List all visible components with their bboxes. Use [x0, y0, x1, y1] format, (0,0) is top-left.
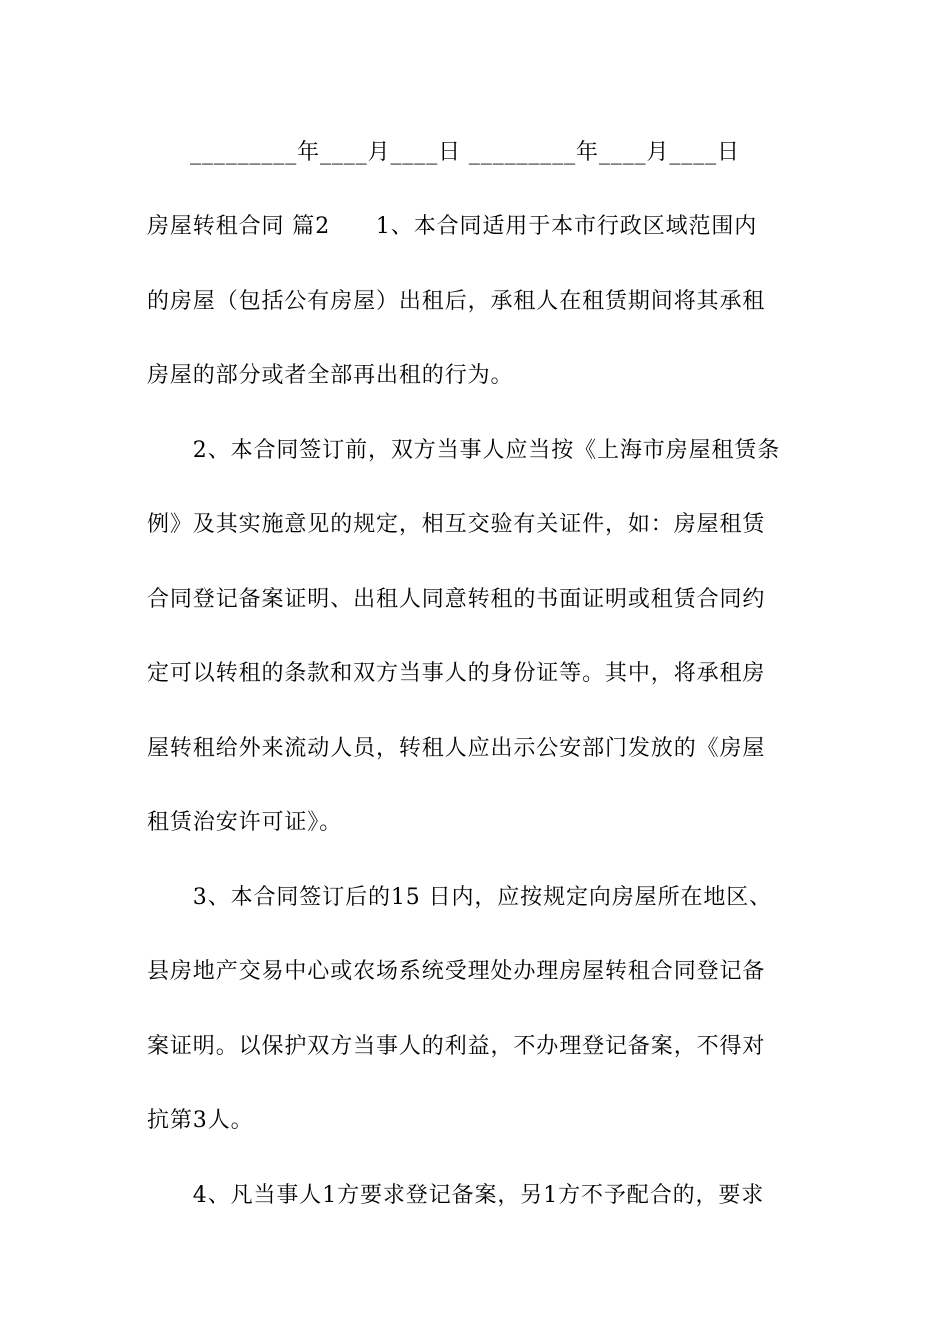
text-line: 房屋的部分或者全部再出租的行为。 [147, 363, 514, 388]
text-line: 例》及其实施意见的规定，相互交验有关证件，如：房屋租赁 [147, 512, 766, 537]
text-line: 4、凡当事人1方要求登记备案，另1方不予配合的，要求 [147, 1183, 765, 1208]
text-line: 的房屋（包括公有房屋）出租后，承租人在租赁期间将其承租 [147, 289, 766, 314]
text-line: 定可以转租的条款和双方当事人的身份证等。其中，将承租房 [147, 661, 766, 686]
text-line: 县房地产交易中心或农场系统受理处办理房屋转租合同登记备 [147, 959, 766, 984]
text-line: 合同登记备案证明、出租人同意转租的书面证明或租赁合同约 [147, 587, 766, 612]
text-line: 2、本合同签订前，双方当事人应当按《上海市房屋租赁条 [147, 438, 781, 463]
text-line: 案证明。以保护双方当事人的利益，不办理登记备案，不得对 [147, 1034, 766, 1059]
text-line: 3、本合同签订后的15 日内，应按规定向房屋所在地区、 [147, 885, 773, 910]
date-line: _________年____月____日 _________年____月____日 [190, 140, 740, 165]
text-line: 屋转租给外来流动人员，转租人应出示公安部门发放的《房屋 [147, 736, 766, 761]
text-line: 抗第3人。 [147, 1108, 254, 1133]
text-line: 房屋转租合同 篇2 1、本合同适用于本市行政区域范围内 [147, 214, 758, 239]
text-line: 租赁治安许可证》。 [147, 810, 343, 835]
